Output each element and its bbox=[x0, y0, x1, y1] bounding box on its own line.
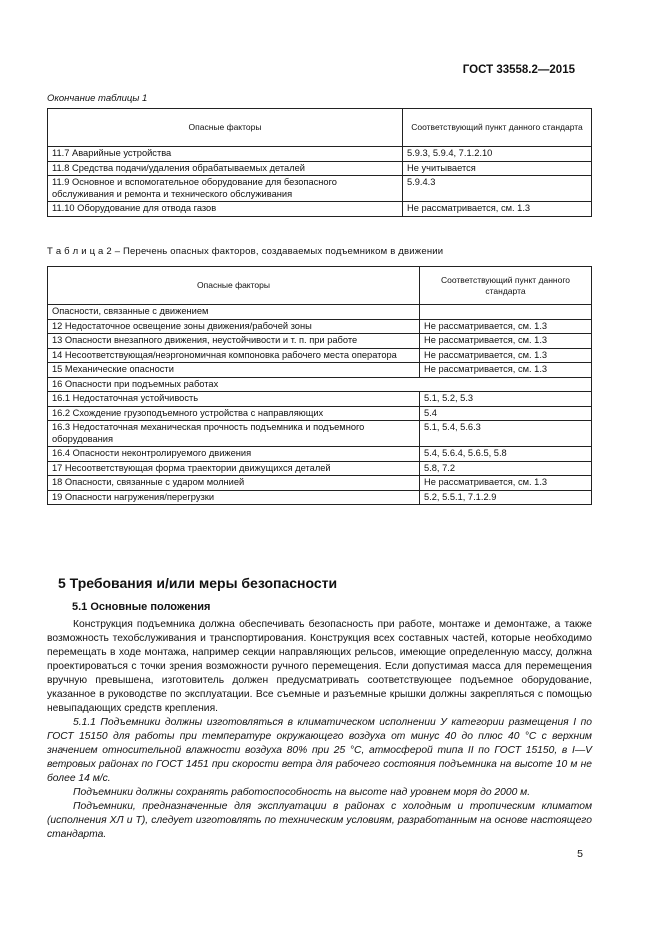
table-row bbox=[48, 363, 592, 378]
table-cell-factor: 14 Несоответствующая/неэргономичная компоновка рабочего места оператора bbox=[48, 348, 420, 363]
table-cell-clause: 5.9.4.3 bbox=[403, 176, 592, 202]
table-cell-factor: 11.8 Средства подачи/удаления обрабатываемых деталей bbox=[48, 161, 403, 176]
table-cell-clause: Не рассматривается, см. 1.3 bbox=[420, 319, 592, 334]
table-cell-clause: Не рассматривается, см. 1.3 bbox=[420, 476, 592, 491]
table-cell-factor: 13 Опасности внезапного движения, неустойчивости и т. п. при работе bbox=[48, 334, 420, 349]
table-cell-factor: 17 Несоответствующая форма траектории движущихся деталей bbox=[48, 461, 420, 476]
table-cell-factor: 16.4 Опасности неконтролируемого движения bbox=[48, 447, 420, 462]
table-cell-factor: 16 Опасности при подъемных работах bbox=[48, 377, 592, 392]
table-cell-clause: Не рассматривается, см. 1.3 bbox=[420, 363, 592, 378]
table-cell-clause: Не рассматривается, см. 1.3 bbox=[420, 334, 592, 349]
table-row bbox=[48, 377, 592, 392]
table-row bbox=[48, 461, 592, 476]
table2-header-clause: Соответствующий пункт данного стандарта bbox=[420, 267, 592, 305]
table-cell-clause: 5.4 bbox=[420, 406, 592, 421]
table-cell-clause: Не рассматривается, см. 1.3 bbox=[403, 202, 592, 217]
table-row bbox=[48, 161, 592, 176]
table-cell-factor: Опасности, связанные с движением bbox=[48, 305, 420, 320]
table-row bbox=[48, 490, 592, 505]
table-cell-clause: Не рассматривается, см. 1.3 bbox=[420, 348, 592, 363]
table-row bbox=[48, 447, 592, 462]
table-row bbox=[48, 319, 592, 334]
table-row bbox=[48, 392, 592, 407]
table-cell-factor: 16.1 Недостаточная устойчивость bbox=[48, 392, 420, 407]
table-cell-factor: 11.9 Основное и вспомогательное оборудование для безопасного обслуживания и ремонта и технического обслуживания bbox=[48, 176, 403, 202]
table2-header-row bbox=[48, 267, 592, 305]
page-number: 5 bbox=[577, 848, 583, 860]
table-cell-factor: 15 Механические опасности bbox=[48, 363, 420, 378]
table2-caption: Т а б л и ц а 2 – Перечень опасных факторов, создаваемых подъемником в движении bbox=[47, 246, 444, 257]
table-cell-factor: 19 Опасности нагружения/перегрузки bbox=[48, 490, 420, 505]
table-row bbox=[48, 406, 592, 421]
table1-header-factors: Опасные факторы bbox=[48, 109, 403, 147]
table-cell-clause: 5.2, 5.5.1, 7.1.2.9 bbox=[420, 490, 592, 505]
table-row bbox=[48, 348, 592, 363]
table-row bbox=[48, 305, 592, 320]
table-row bbox=[48, 476, 592, 491]
table-row bbox=[48, 334, 592, 349]
table-row bbox=[48, 176, 592, 202]
table-cell-clause bbox=[420, 305, 592, 320]
table-row bbox=[48, 147, 592, 162]
paragraph: Подъемники должны сохранять работоспособность на высоте над уровнем моря до 2000 м. bbox=[73, 787, 531, 798]
table-cell-factor: 11.10 Оборудование для отвода газов bbox=[48, 202, 403, 217]
table-cell-clause: 5.1, 5.2, 5.3 bbox=[420, 392, 592, 407]
section-body bbox=[47, 618, 592, 842]
table1-header-row bbox=[48, 109, 592, 147]
table1-header-clause: Соответствующий пункт данного стандарта bbox=[403, 109, 592, 147]
table-cell-clause: 5.4, 5.6.4, 5.6.5, 5.8 bbox=[420, 447, 592, 462]
table-cell-factor: 11.7 Аварийные устройства bbox=[48, 147, 403, 162]
table-row bbox=[48, 421, 592, 447]
subsection-title: 5.1 Основные положения bbox=[72, 601, 211, 613]
paragraph: Конструкция подъемника должна обеспечивать безопасность при работе, монтаже и демонтаже, а также возможность техобслуживания и транспортирования. Конструкция всех составных частей, которые необходимо перемещать в ходе монтажа, например секции направляющих рельсов, имеющие определенную массу, должна проектироваться с точки зрения возможности ручного перемещения. Если допустимая масса для перемещения вручную превышена, изготовитель должен предусматривать соответствующее подъемное оборудование, указанное в руководстве по эксплуатации. Все съемные и разъемные крышки должны закрепляться с помощью невыпадающих средств крепления. bbox=[47, 619, 592, 714]
table-cell-factor: 16.2 Схождение грузоподъемного устройства с направляющих bbox=[48, 406, 420, 421]
paragraph: Подъемники, предназначенные для эксплуатации в районах с холодным и тропическим климатом (исполнения ХЛ и Т), следует изготовлять по техническим условиям, разработанным на основе настоящего стандарта. bbox=[47, 801, 592, 840]
table1 bbox=[47, 108, 592, 217]
table-cell-clause: 5.8, 7.2 bbox=[420, 461, 592, 476]
table-cell-factor: 18 Опасности, связанные с ударом молнией bbox=[48, 476, 420, 491]
table2-header-factors: Опасные факторы bbox=[48, 267, 420, 305]
table-cell-clause: 5.1, 5.4, 5.6.3 bbox=[420, 421, 592, 447]
section-title: 5 Требования и/или меры безопасности bbox=[58, 575, 338, 591]
table-row bbox=[48, 202, 592, 217]
table1-caption: Окончание таблицы 1 bbox=[47, 93, 148, 104]
table-cell-clause: Не учитывается bbox=[403, 161, 592, 176]
table-cell-factor: 16.3 Недостаточная механическая прочность подъемника и подъемного оборудования bbox=[48, 421, 420, 447]
table-cell-clause: 5.9.3, 5.9.4, 7.1.2.10 bbox=[403, 147, 592, 162]
table-cell-factor: 12 Недостаточное освещение зоны движения/рабочей зоны bbox=[48, 319, 420, 334]
standard-header: ГОСТ 33558.2—2015 bbox=[462, 64, 575, 76]
table2 bbox=[47, 266, 592, 505]
paragraph: 5.1.1 Подъемники должны изготовляться в климатическом исполнении У категории размещения I по ГОСТ 15150 для работы при температуре окружающего воздуха от минус 40 до плюс 40 °С с верхним значением относительной влажности воздуха 80% при 25 °С, атмосферой типа II по ГОСТ 15150, в I—V ветровых районах по ГОСТ 1451 при скорости ветра для рабочего состояния подъемника на высоте 10 м не более 14 м/с. bbox=[47, 717, 592, 784]
